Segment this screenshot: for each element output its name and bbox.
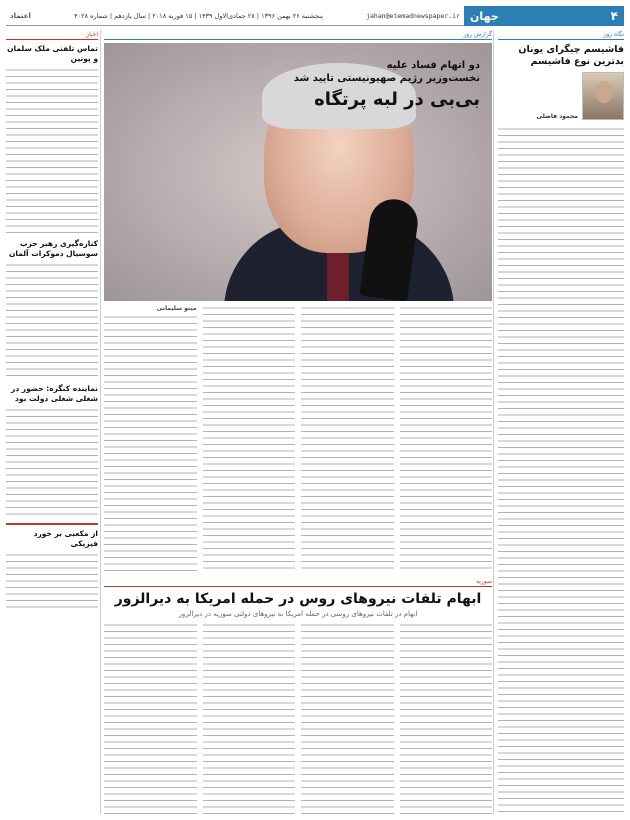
brief-text (6, 407, 98, 517)
article2-column (400, 622, 493, 817)
brief-text (6, 67, 98, 235)
kicker-line-2: نخست‌وزیر رژیم صهیونیستی تایید شد (293, 73, 480, 84)
date-line: پنجشنبه ۲۶ بهمن ۱۳۹۶ | ۲۸ جمادی‌الاول ۱۴۳۹ | ۱۵ فوریه ۲۰۱۸ | سال یازدهم | شماره ۴۰۲۸ (74, 11, 323, 20)
body-text (400, 305, 493, 573)
article2-subhead: ابهام در تلفات نیروهای روسی در حمله امریکا به نیروهای دولتی سوریه در دیرالزور (178, 610, 418, 618)
brief-box (6, 523, 98, 612)
opinion-tag: نگاه روز (498, 30, 624, 40)
main-tag: گزارش روز (104, 30, 492, 40)
body-text (104, 314, 197, 572)
brief-headline-3: نماینده کنگره: حضور در شغلی شغلی دولت بود (11, 384, 98, 403)
body-text (203, 622, 296, 817)
brief-headline-2: کناره‌گیری رهبر حزب سوسیال دموکرات آلمان (8, 239, 98, 258)
article2-column (203, 622, 296, 817)
column-divider (100, 30, 101, 814)
author-box (498, 72, 624, 120)
article-column (203, 305, 296, 573)
opinion-column (498, 30, 624, 814)
body-text (400, 622, 493, 817)
lead-headline-block (294, 59, 480, 113)
news-briefs-column (6, 30, 98, 814)
column-divider (493, 30, 494, 814)
author-photo (582, 72, 624, 120)
brief-text (6, 262, 98, 380)
article2-tag: سوریه (104, 577, 492, 587)
lead-photo (104, 43, 492, 301)
kicker-line-1: دو اتهام فساد علیه (386, 60, 480, 71)
body-text (301, 305, 394, 573)
lead-headline: بی‌بی در لبه پرتگاه (314, 89, 480, 110)
opinion-body-text (498, 126, 624, 816)
brief-text (6, 552, 98, 612)
byline: مینو سلیمانی (156, 305, 197, 312)
body-text (301, 622, 394, 817)
main-article-columns (104, 305, 492, 573)
body-text (203, 305, 296, 573)
masthead-info-bar (6, 6, 464, 26)
main-article (104, 30, 492, 817)
article-column-first (104, 305, 197, 573)
article-column (400, 305, 493, 573)
newspaper-logo: اعتماد (10, 11, 31, 20)
brief-headline-1: تماس تلفنی ملک سلمان و پوتین (7, 44, 98, 63)
article2-column (104, 622, 197, 817)
section-banner (464, 6, 624, 26)
author-name: محمود فاضلی (536, 113, 578, 120)
article-column (301, 305, 394, 573)
section-title: جهان (470, 9, 499, 23)
briefs-tag: اخبار (6, 30, 98, 40)
opinion-title: فاشیسم چیگرای یونان بدترین نوع فاشیسم (518, 44, 624, 67)
page-number: ۴ (610, 9, 618, 23)
article2-headline: ابهام تلفات نیروهای روس در حمله امریکا به دیرالزور (114, 591, 482, 607)
article2-column (301, 622, 394, 817)
brief-headline-4: از مکعبی بر خورد فیزیکی (33, 529, 98, 548)
section-email: jahan@etemadnewspaper.ir (366, 11, 460, 20)
body-text (104, 622, 197, 817)
masthead (6, 6, 624, 26)
article2-columns (104, 622, 492, 817)
